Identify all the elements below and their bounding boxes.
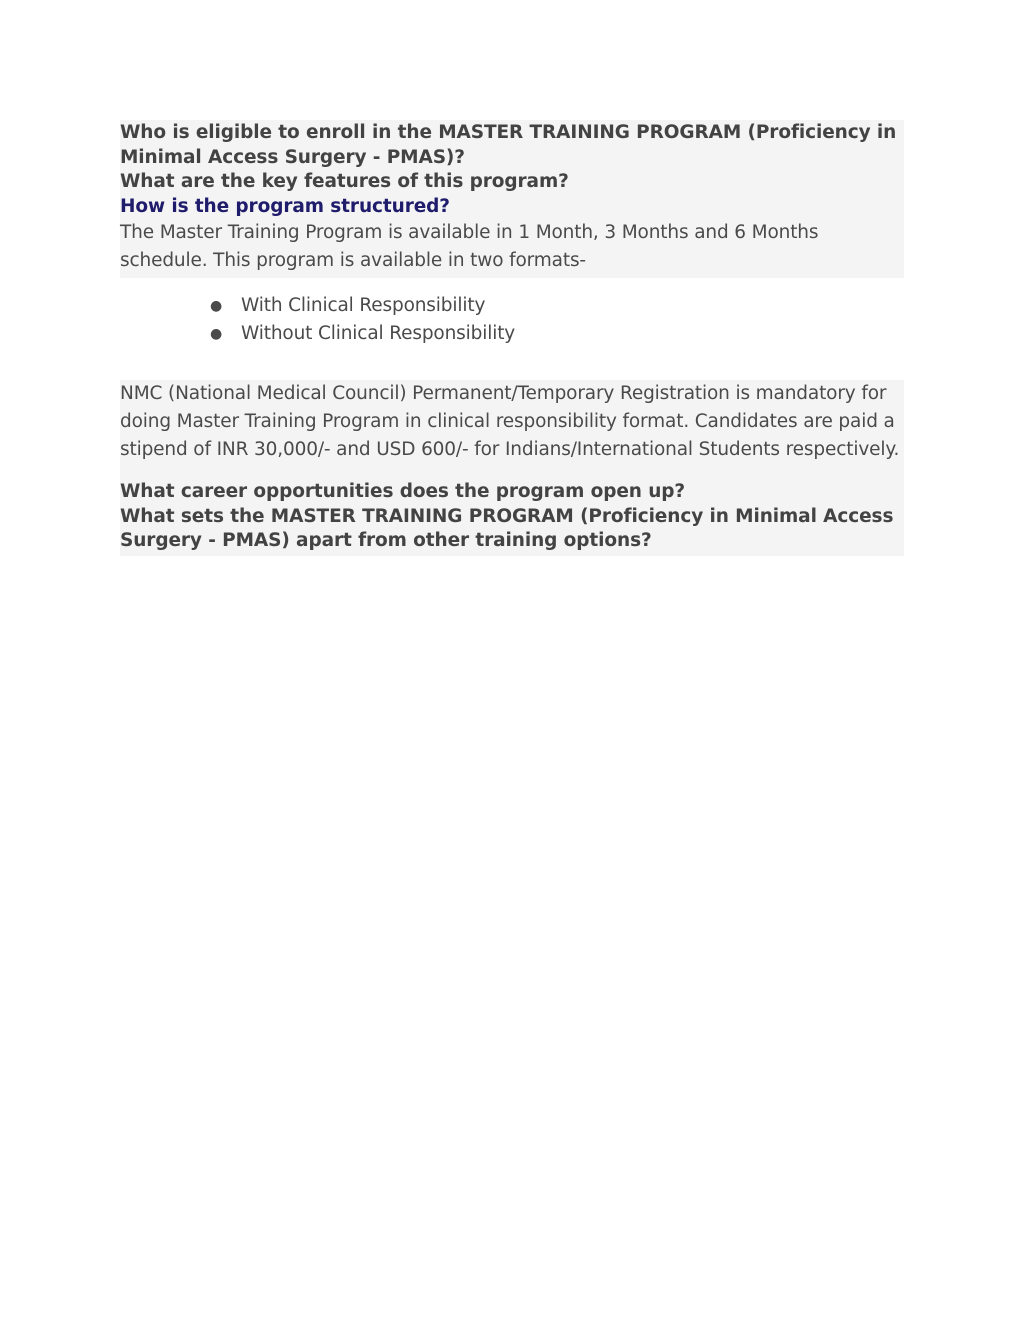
faq-block-registration xyxy=(120,380,904,466)
faq-question-career[interactable]: What career opportunities does the program open up? xyxy=(120,481,686,502)
faq-block-bottom xyxy=(120,466,904,556)
spacer xyxy=(120,348,904,380)
list-item xyxy=(210,320,904,348)
faq-answer-structure-intro: The Master Training Program is available in 1 Month, 3 Months and 6 Months schedule. This program is available in two formats- xyxy=(120,222,819,271)
format-label: With Clinical Responsibility xyxy=(241,295,486,316)
faq-answer-registration: NMC (National Medical Council) Permanent/Temporary Registration is mandatory for doing Master Training Program in clinical responsibility format. Candidates are paid a stipend of INR 30,000/- and USD 600/- for Indians/International Students respectively. xyxy=(120,383,900,460)
bullet-icon: ● xyxy=(210,298,223,314)
bullet-icon: ● xyxy=(210,326,223,342)
faq-block-top xyxy=(120,120,904,278)
list-item xyxy=(210,292,904,320)
faq-question-key-features[interactable]: What are the key features of this program? xyxy=(120,171,569,192)
faq-question-structure[interactable]: How is the program structured? xyxy=(120,195,450,217)
program-formats-list xyxy=(120,292,904,348)
faq-question-eligibility[interactable]: Who is eligible to enroll in the MASTER TRAINING PROGRAM (Proficiency in Minimal Access Surgery - PMAS)? xyxy=(120,122,897,168)
format-label: Without Clinical Responsibility xyxy=(241,323,516,344)
faq-content xyxy=(120,120,904,556)
faq-question-differentiators[interactable]: What sets the MASTER TRAINING PROGRAM (Proficiency in Minimal Access Surgery - PMAS) apart from other training options? xyxy=(120,505,894,551)
